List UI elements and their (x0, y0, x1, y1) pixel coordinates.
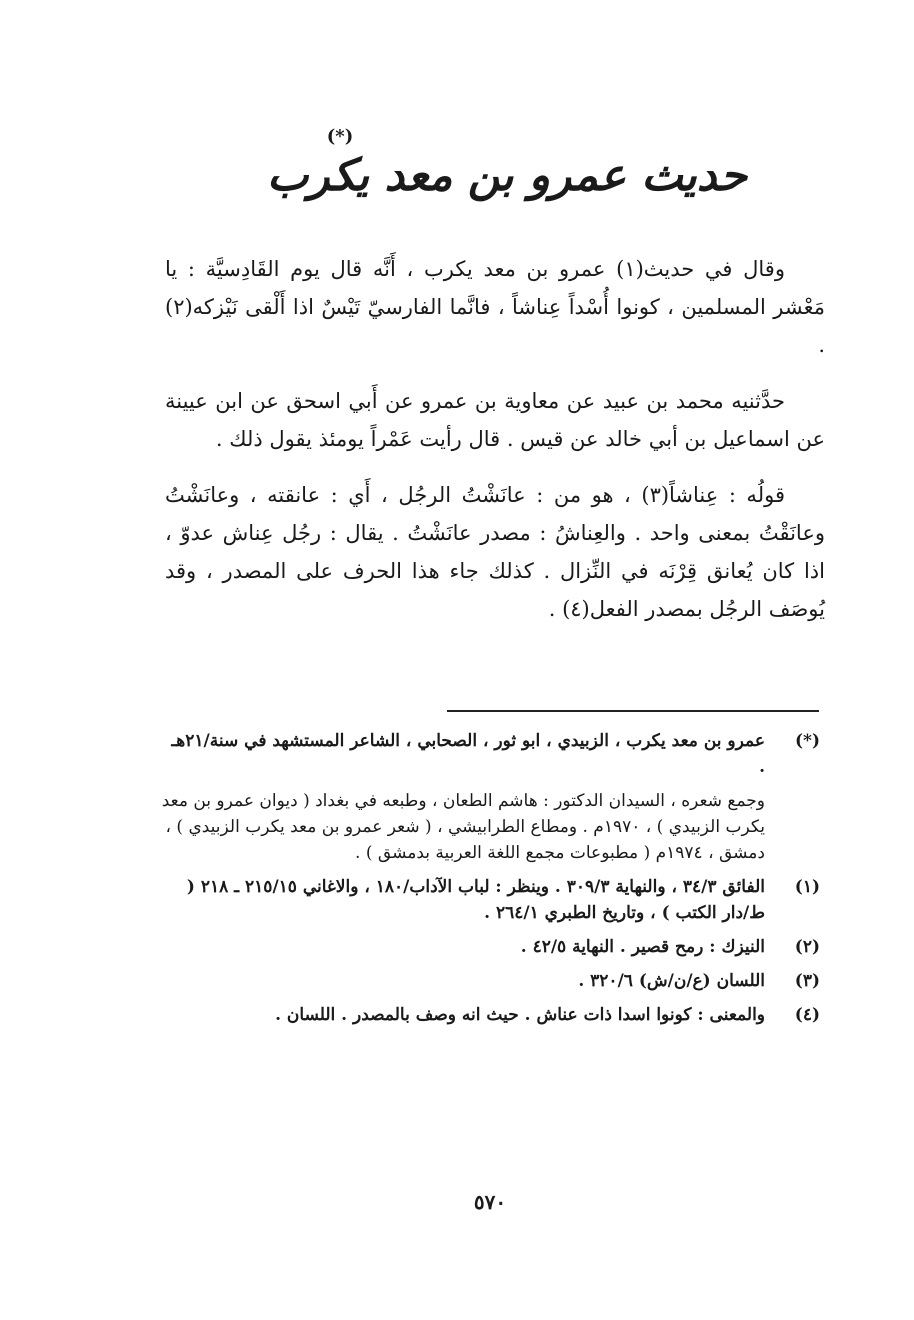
paragraph-1: وقال في حديث(١) عمرو بن معد يكرب ، أَنَّه قال يوم القَادِسيَّة : يا مَعْشر المسلمين ، كونوا أُسْداً عِناشاً ، فانَّما الفارسيّ تَيْسٌ اذا أَلْقى نَيْزكه(٢) . (165, 257, 825, 357)
footnote-text: اللسان (ع/ن/ش) ٣٢٠/٦ . (578, 971, 765, 991)
footnote-mark: (*) (795, 731, 820, 751)
footnote-mark (765, 788, 820, 866)
footnote-3 (160, 968, 820, 994)
footnote-mark: (٤) (794, 1005, 820, 1025)
footnote-text: النيزك : رمح قصير . النهاية ٤٢/٥ . (520, 937, 765, 957)
footnote-text: والمعنى : كونوا اسدا ذات عناش . حيث انه وصف بالمصدر . اللسان . (275, 1005, 765, 1025)
footnote-mark: (٣) (794, 971, 820, 991)
footnote-mark: (٢) (794, 937, 820, 957)
footnote-star (160, 728, 820, 780)
main-text (165, 250, 825, 628)
page-number: ٥٧٠ (473, 1190, 507, 1214)
footnote-text: الفائق ٣٤/٣ ، والنهاية ٣٠٩/٣ . وينظر : لباب الآداب/١٨٠ ، والاغاني ٢١٥/١٥ ـ ٢١٨ ( ط/دار الكتب ) ، وتاريخ الطبري ٢٦٤/١ . (186, 877, 765, 923)
footnote-mark: (١) (794, 877, 820, 897)
paragraph-3: قولُه : عِناشاً(٣) ، هو من : عانَشْتُ الرجُل ، أَي : عانقته ، وعانَشْتُ وعانَقْتُ بمعنى واحد . والعِناشُ : مصدر عانَشْتُ . يقال : رجُل عِناش عدوّ ، اذا كان يُعانق قِرْنَه في النِّزال . كذلك جاء هذا الحرف على المصدر ، وقد يُوصَف الرجُل بمصدر الفعل(٤) . (165, 483, 825, 621)
paragraph-2: حدَّثنيه محمد بن عبيد عن معاوية بن عمرو عن أَبي اسحق عن ابن عيينة عن اسماعيل بن أبي خالد عن قيس . قال رأيت عَمْراً يومئذ يقول ذلك . (165, 389, 825, 451)
footnote-text: وجمع شعره ، السيدان الدكتور : هاشم الطعان ، وطبعه في بغداد ( ديوان عمرو بن معد يكرب الزبيدي ) ، ١٩٧٠م . ومطاع الطرابيشي ، ( شعر عمرو بن معد يكرب الزبيدي ) ، دمشق ، ١٩٧٤م ( مطبوعات مجمع اللغة العربية بدمشق ) . (161, 791, 765, 863)
footnote-2 (160, 934, 820, 960)
footnote-divider (447, 710, 819, 712)
title-star-mark: (*) (326, 126, 354, 147)
footnote-text: عمرو بن معد يكرب ، الزبيدي ، ابو ثور ، الصحابي ، الشاعر المستشهد في سنة/٢١هـ . (171, 731, 765, 777)
footnotes (160, 728, 820, 1036)
footnote-star-continued (160, 788, 820, 866)
footnote-4 (160, 1002, 820, 1028)
page-title: حديث عمرو بن معد يكرب (266, 150, 748, 201)
footnote-1 (160, 874, 820, 926)
